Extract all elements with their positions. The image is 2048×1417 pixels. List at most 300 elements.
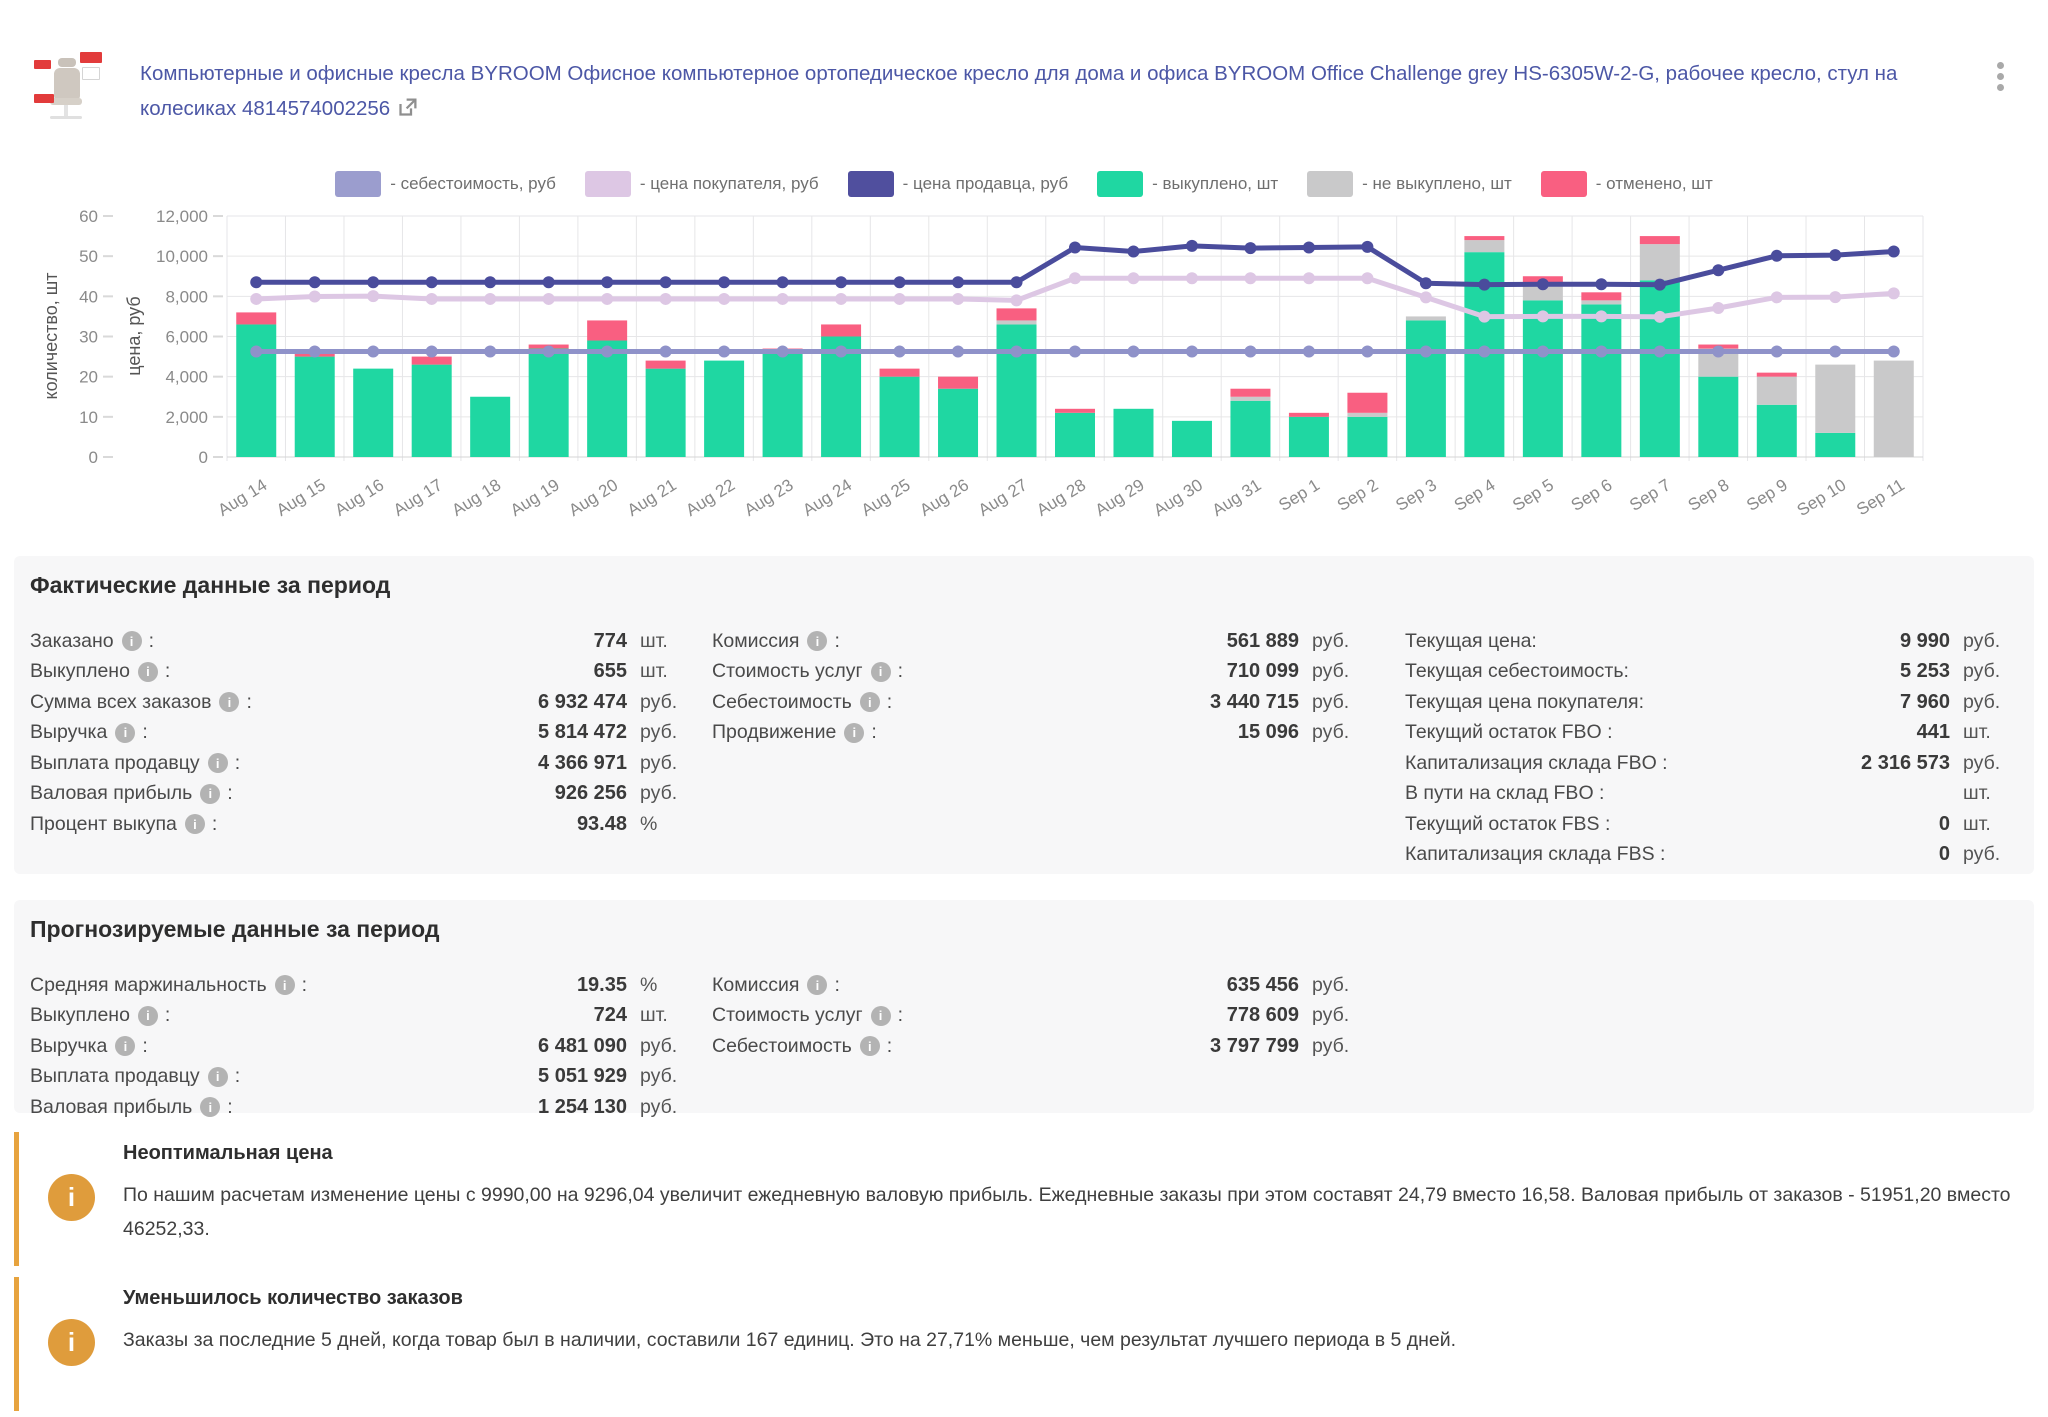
point-цена покупателя[interactable] [1186,272,1198,284]
point-цена покупателя[interactable] [1712,302,1724,314]
x-axis-label: Aug 31 [1208,475,1265,520]
point-цена покупателя[interactable] [426,293,438,305]
point-цена продавца[interactable] [426,276,438,288]
bar-выкуплено[interactable] [295,357,335,457]
stat-row [30,748,696,779]
stat-row [1405,748,2019,779]
stat-colon: : [834,973,840,996]
bar-отменено[interactable] [1464,236,1504,240]
stat-value: 9 990 [1899,629,1950,652]
x-axis-label: Aug 21 [623,475,680,520]
alert-title: Неоптимальная цена [123,1142,333,1164]
stat-label: Процент выкупа [30,812,177,835]
legend-swatch [1541,171,1587,197]
alert-text: По нашим расчетам изменение цены с 9990,00 на 9296,04 увеличит ежедневную валовую прибыль. Ежедневные заказы при этом составят 24,79 вместо 16,58. Валовая прибыль от заказов - 51951,20 вместо 46252,33. [123,1184,2011,1240]
qty-tick-label: 10 [79,407,98,427]
point-цена продавца[interactable] [718,276,730,288]
point-цена продавца[interactable] [1771,250,1783,262]
bar-выкуплено[interactable] [587,341,627,457]
point-цена покупателя[interactable] [250,293,262,305]
point-себестоимость[interactable] [1654,346,1666,358]
bar-выкуплено[interactable] [1055,413,1095,457]
bar-выкуплено[interactable] [412,365,452,457]
stat-colon: : [234,1065,241,1088]
stat-unit: руб. [640,1095,678,1118]
point-цена покупателя[interactable] [1654,311,1666,323]
stat-colon: : [227,1095,233,1118]
bar-отменено[interactable] [1230,389,1270,397]
point-цена покупателя[interactable] [777,293,789,305]
stat-value: 1 254 130 [538,1095,627,1118]
point-себестоимость[interactable] [367,346,379,358]
bar-отменено[interactable] [1289,413,1329,417]
legend-item [335,171,556,197]
stat-unit: шт. [1963,721,1991,744]
stat-label: Валовая прибыль [30,1095,193,1118]
stat-colon: : [142,721,148,744]
stat-colon: : [246,690,252,713]
info-icon[interactable]: i [200,1097,220,1117]
point-себестоимость[interactable] [543,346,555,358]
stat-row [1405,687,2019,718]
bar-выкуплено[interactable] [1406,320,1446,457]
stat-value: 6 932 474 [538,690,627,713]
point-цена покупателя[interactable] [835,293,847,305]
point-себестоимость[interactable] [835,346,847,358]
stat-label: Текущий остаток FBS : [1405,812,1611,835]
qty-tick-label: 30 [79,327,98,347]
legend-label: - цена продавца, руб [902,174,1069,193]
x-axis-label: Aug 16 [331,475,388,520]
info-icon[interactable]: i [208,753,228,773]
bar-отменено[interactable] [1055,409,1095,413]
stat-colon: : [227,782,233,805]
point-цена покупателя[interactable] [543,293,555,305]
bar-не выкуплено[interactable] [1230,397,1270,401]
bar-выкуплено[interactable] [1640,280,1680,457]
bar-отменено[interactable] [646,361,686,369]
point-цена покупателя[interactable] [601,293,613,305]
point-цена продавца[interactable] [1303,242,1315,254]
point-цена продавца[interactable] [894,276,906,288]
point-себестоимость[interactable] [1303,346,1315,358]
bar-выкуплено[interactable] [1523,300,1563,457]
x-axis-label: Aug 17 [390,475,446,520]
stat-value: 15 096 [1237,721,1299,744]
stat-colon: : [234,751,241,774]
info-icon[interactable]: i [871,1006,891,1026]
point-цена покупателя[interactable] [894,293,906,305]
stat-row [30,809,696,840]
actual-col-2 [712,626,1368,748]
bar-выкуплено[interactable] [1815,433,1855,457]
legend-swatch [585,171,631,197]
point-себестоимость[interactable] [1595,346,1607,358]
bar-не выкуплено[interactable] [1347,413,1387,417]
legend-label: - себестоимость, руб [390,174,556,193]
x-axis-label: Aug 27 [974,475,1031,520]
info-icon[interactable]: i [138,662,158,682]
stat-value: 6 481 090 [538,1034,627,1057]
stat-value: 4 366 971 [538,751,627,774]
bar-отменено[interactable] [1640,236,1680,244]
bar-выкуплено[interactable] [1230,401,1270,457]
bar-выкуплено[interactable] [938,389,978,457]
point-цена покупателя[interactable] [484,293,496,305]
price-tick-label: 4,000 [165,367,208,387]
point-цена покупателя[interactable] [1361,272,1373,284]
qty-tick-label: 20 [79,367,98,387]
stat-label: Выплата продавцу [30,751,200,774]
bar-не выкуплено[interactable] [1757,377,1797,405]
qty-tick-label: 0 [88,448,98,467]
info-icon[interactable]: i [219,692,239,712]
stat-colon: : [886,1034,893,1057]
stat-value: 19.35 [576,973,627,996]
stat-label: В пути на склад FBO : [1405,782,1605,805]
point-цена продавца[interactable] [367,276,379,288]
info-icon[interactable]: i [138,1006,158,1026]
bar-не выкуплено[interactable] [1581,300,1621,304]
stat-row [1405,657,2019,688]
stat-label: Заказано [30,629,114,652]
stat-value: 710 099 [1226,660,1299,683]
point-цена покупателя[interactable] [952,293,964,305]
stat-colon: : [834,629,840,652]
point-цена продавца[interactable] [1011,276,1023,288]
point-цена продавца[interactable] [1888,246,1900,258]
alert-title: Уменьшилось количество заказов [123,1287,463,1309]
point-цена продавца[interactable] [835,276,847,288]
stat-value: 926 256 [554,782,627,805]
bar-не выкуплено[interactable] [1406,316,1446,320]
bar-выкуплено[interactable] [353,369,393,457]
info-icon[interactable]: i [860,1036,880,1056]
point-себестоимость[interactable] [250,346,262,358]
stat-value: 774 [593,629,627,652]
stat-label: Выручка [30,1034,108,1057]
stat-unit: руб. [1312,629,1350,652]
stat-unit: шт. [640,660,668,683]
stat-label: Стоимость услуг [712,660,863,683]
warning-info-icon: i [48,1174,95,1221]
stat-row [30,1031,696,1062]
x-axis-label: Aug 23 [740,475,797,520]
bar-выкуплено[interactable] [763,353,803,457]
x-axis-label: Aug 20 [565,475,622,520]
point-цена продавца[interactable] [1829,249,1841,261]
legend-label: - выкуплено, шт [1152,174,1279,193]
price-tick-label: 10,000 [156,247,208,267]
bar-отменено[interactable] [1757,373,1797,377]
point-цена покупателя[interactable] [1829,291,1841,303]
stat-label: Продвижение [712,721,837,744]
x-axis-label: Aug 26 [916,475,973,520]
point-себестоимость[interactable] [1771,346,1783,358]
point-цена покупателя[interactable] [660,293,672,305]
stat-row [30,1062,696,1093]
bar-выкуплено[interactable] [529,349,569,457]
point-цена покупателя[interactable] [1771,291,1783,303]
x-axis-label: Sep 5 [1509,475,1557,515]
stat-unit: руб. [1312,690,1350,713]
stat-row [30,970,696,1001]
stat-colon: : [871,721,877,744]
bar-выкуплено[interactable] [236,324,276,457]
point-цена покупателя[interactable] [1537,310,1549,322]
alert-suboptimal-price [14,1132,2024,1266]
point-цена покупателя[interactable] [1478,311,1490,323]
x-axis-label: Sep 2 [1333,475,1382,515]
bar-отменено[interactable] [997,308,1037,320]
stat-row [1405,809,2019,840]
bar-выкуплено[interactable] [646,369,686,457]
point-цена покупателя[interactable] [1888,287,1900,299]
point-цена продавца[interactable] [601,276,613,288]
point-себестоимость[interactable] [484,346,496,358]
info-icon[interactable]: i [115,1036,135,1056]
bar-выкуплено[interactable] [1347,417,1387,457]
point-цена продавца[interactable] [1712,264,1724,276]
bar-выкуплено[interactable] [1113,409,1153,457]
point-цена продавца[interactable] [952,276,964,288]
stat-value: 2 316 573 [1861,751,1950,774]
point-себестоимость[interactable] [1186,346,1198,358]
stat-row [30,687,696,718]
bar-отменено[interactable] [236,312,276,324]
point-себестоимость[interactable] [718,346,730,358]
info-icon[interactable]: i [122,631,142,651]
point-себестоимость[interactable] [1829,346,1841,358]
bar-выкуплено[interactable] [997,324,1037,457]
point-цена покупателя[interactable] [1127,272,1139,284]
stat-label: Капитализация склада FBO : [1405,751,1668,774]
point-себестоимость[interactable] [426,346,438,358]
point-цена покупателя[interactable] [1303,272,1315,284]
warning-info-icon: i [48,1319,95,1366]
point-цена продавца[interactable] [777,276,789,288]
legend-label: - не выкуплено, шт [1362,174,1512,193]
point-цена покупателя[interactable] [1595,310,1607,322]
info-icon[interactable]: i [860,692,880,712]
point-себестоимость[interactable] [1069,346,1081,358]
x-axis-label: Aug 14 [214,475,271,520]
bar-отменено[interactable] [587,320,627,340]
info-icon[interactable]: i [185,814,205,834]
info-icon[interactable]: i [871,662,891,682]
point-цена покупателя[interactable] [1011,294,1023,306]
bar-отменено[interactable] [1581,292,1621,300]
bar-выкуплено[interactable] [704,361,744,457]
point-цена продавца[interactable] [1595,278,1607,290]
stat-label: Выкуплено [30,1004,130,1027]
point-цена продавца[interactable] [484,276,496,288]
bar-выкуплено[interactable] [1698,377,1738,457]
legend-item [1307,171,1512,197]
stat-value: 93.48 [576,812,627,835]
stat-colon: : [164,660,171,683]
info-icon[interactable]: i [200,784,220,804]
stat-label: Сумма всех заказов [30,690,212,713]
point-цена продавца[interactable] [1537,278,1549,290]
point-цена продавца[interactable] [309,276,321,288]
price-tick-label: 0 [198,448,208,467]
stat-value: 0 [1938,812,1950,835]
stat-value: 7 960 [1899,690,1950,713]
x-axis-label: Sep 8 [1684,475,1733,515]
point-цена покупателя[interactable] [1069,272,1081,284]
stat-label: Себестоимость [712,1034,852,1057]
info-icon[interactable]: i [844,723,864,743]
point-цена покупателя[interactable] [309,291,321,303]
stat-row [712,687,1368,718]
stat-unit: руб. [1312,973,1350,996]
info-icon[interactable]: i [807,975,827,995]
bar-выкуплено[interactable] [1581,304,1621,457]
qty-tick-label: 40 [79,287,98,307]
point-цена продавца[interactable] [1244,242,1256,254]
point-цена покупателя[interactable] [367,290,379,302]
stat-colon: : [164,1004,171,1027]
stat-value: 3 440 715 [1210,690,1299,713]
point-себестоимость[interactable] [1478,346,1490,358]
bar-не выкуплено[interactable] [997,320,1037,324]
point-себестоимость[interactable] [894,346,906,358]
bar-выкуплено[interactable] [1172,421,1212,457]
point-себестоимость[interactable] [660,346,672,358]
legend-item [1541,171,1713,197]
info-icon[interactable]: i [275,975,295,995]
stat-unit: шт. [1963,812,1991,835]
stat-label: Валовая прибыль [30,782,193,805]
legend-label: - отменено, шт [1595,174,1713,193]
point-цена продавца[interactable] [1478,279,1490,291]
x-axis-label: Aug 19 [507,475,563,520]
point-цена продавца[interactable] [543,276,555,288]
bar-не выкуплено[interactable] [1640,244,1680,280]
stat-unit: шт. [640,629,668,652]
point-себестоимость[interactable] [777,346,789,358]
bar-отменено[interactable] [412,357,452,365]
stat-label: Средняя маржинальность [30,973,267,996]
point-цена продавца[interactable] [1127,246,1139,258]
point-цена продавца[interactable] [250,276,262,288]
bar-выкуплено[interactable] [1757,405,1797,457]
stat-label: Текущий остаток FBO : [1405,721,1613,744]
x-axis-label: Aug 29 [1091,475,1148,520]
bar-выкуплено[interactable] [1289,417,1329,457]
info-icon[interactable]: i [208,1067,228,1087]
legend-swatch [335,171,381,197]
qty-tick-label: 60 [79,207,98,226]
stat-value: 3 797 799 [1210,1034,1299,1057]
stat-row [1405,626,2019,657]
stat-label: Выкуплено [30,660,130,683]
price-tick-label: 6,000 [165,327,208,347]
qty-tick-label: 50 [79,247,98,267]
stat-value: 0 [1938,843,1950,866]
point-себестоимость[interactable] [1011,346,1023,358]
point-себестоимость[interactable] [1537,346,1549,358]
legend-swatch [1307,171,1353,197]
bar-отменено[interactable] [938,377,978,389]
stat-unit: руб. [640,1065,678,1088]
stat-colon: : [142,1034,148,1057]
actual-col-3 [1405,626,2019,870]
stat-row [712,1001,1368,1032]
price-tick-label: 2,000 [165,407,208,427]
point-себестоимость[interactable] [1420,346,1432,358]
point-цена продавца[interactable] [660,276,672,288]
bar-отменено[interactable] [880,369,920,377]
x-axis-label: Sep 1 [1275,475,1324,515]
stat-row [30,718,696,749]
stat-value: 561 889 [1226,629,1299,652]
legend-swatch [848,171,894,197]
point-цена продавца[interactable] [1069,242,1081,254]
stat-unit: руб. [640,782,678,805]
stat-row [30,657,696,688]
stat-unit: руб. [1963,751,2001,774]
point-цена продавца[interactable] [1420,277,1432,289]
info-icon[interactable]: i [115,723,135,743]
qty-axis-title: количество, шт [41,272,61,400]
stat-value: 778 609 [1226,1004,1299,1027]
bar-отменено[interactable] [1347,393,1387,413]
bar-отменено[interactable] [821,324,861,336]
stat-row [712,718,1368,749]
point-цена покупателя[interactable] [718,293,730,305]
point-цена покупателя[interactable] [1420,291,1432,303]
point-себестоимость[interactable] [1888,346,1900,358]
x-axis-label: Aug 22 [682,475,739,520]
stat-row [30,1092,696,1123]
point-цена продавца[interactable] [1186,240,1198,252]
point-себестоимость[interactable] [1244,346,1256,358]
stat-colon: : [148,629,155,652]
point-себестоимость[interactable] [309,346,321,358]
x-axis-label: Sep 11 [1853,475,1908,520]
stat-unit: руб. [640,690,678,713]
alert-orders-decreased [14,1277,2024,1411]
point-цена продавца[interactable] [1654,279,1666,291]
stat-row [712,657,1368,688]
point-себестоимость[interactable] [601,346,613,358]
stat-label: Комиссия [712,629,800,652]
stat-colon: : [211,812,218,835]
bar-выкуплено[interactable] [880,377,920,457]
point-себестоимость[interactable] [952,346,964,358]
stat-unit: руб. [1312,660,1350,683]
point-цена покупателя[interactable] [1244,272,1256,284]
price-tick-label: 12,000 [156,207,208,226]
point-цена продавца[interactable] [1361,241,1373,253]
point-себестоимость[interactable] [1361,346,1373,358]
forecast-col-1 [30,970,696,1123]
stat-unit: руб. [1963,843,2001,866]
bar-выкуплено[interactable] [470,397,510,457]
bar-не выкуплено[interactable] [1874,361,1914,457]
info-icon[interactable]: i [807,631,827,651]
bar-не выкуплено[interactable] [1464,240,1504,252]
chart-legend [0,171,2048,197]
point-себестоимость[interactable] [1127,346,1139,358]
bar-не выкуплено[interactable] [1815,365,1855,433]
forecast-panel-title: Прогнозируемые данные за период [30,916,440,942]
point-себестоимость[interactable] [1712,346,1724,358]
x-axis-label: Sep 4 [1450,475,1499,515]
stat-colon: : [897,660,903,683]
